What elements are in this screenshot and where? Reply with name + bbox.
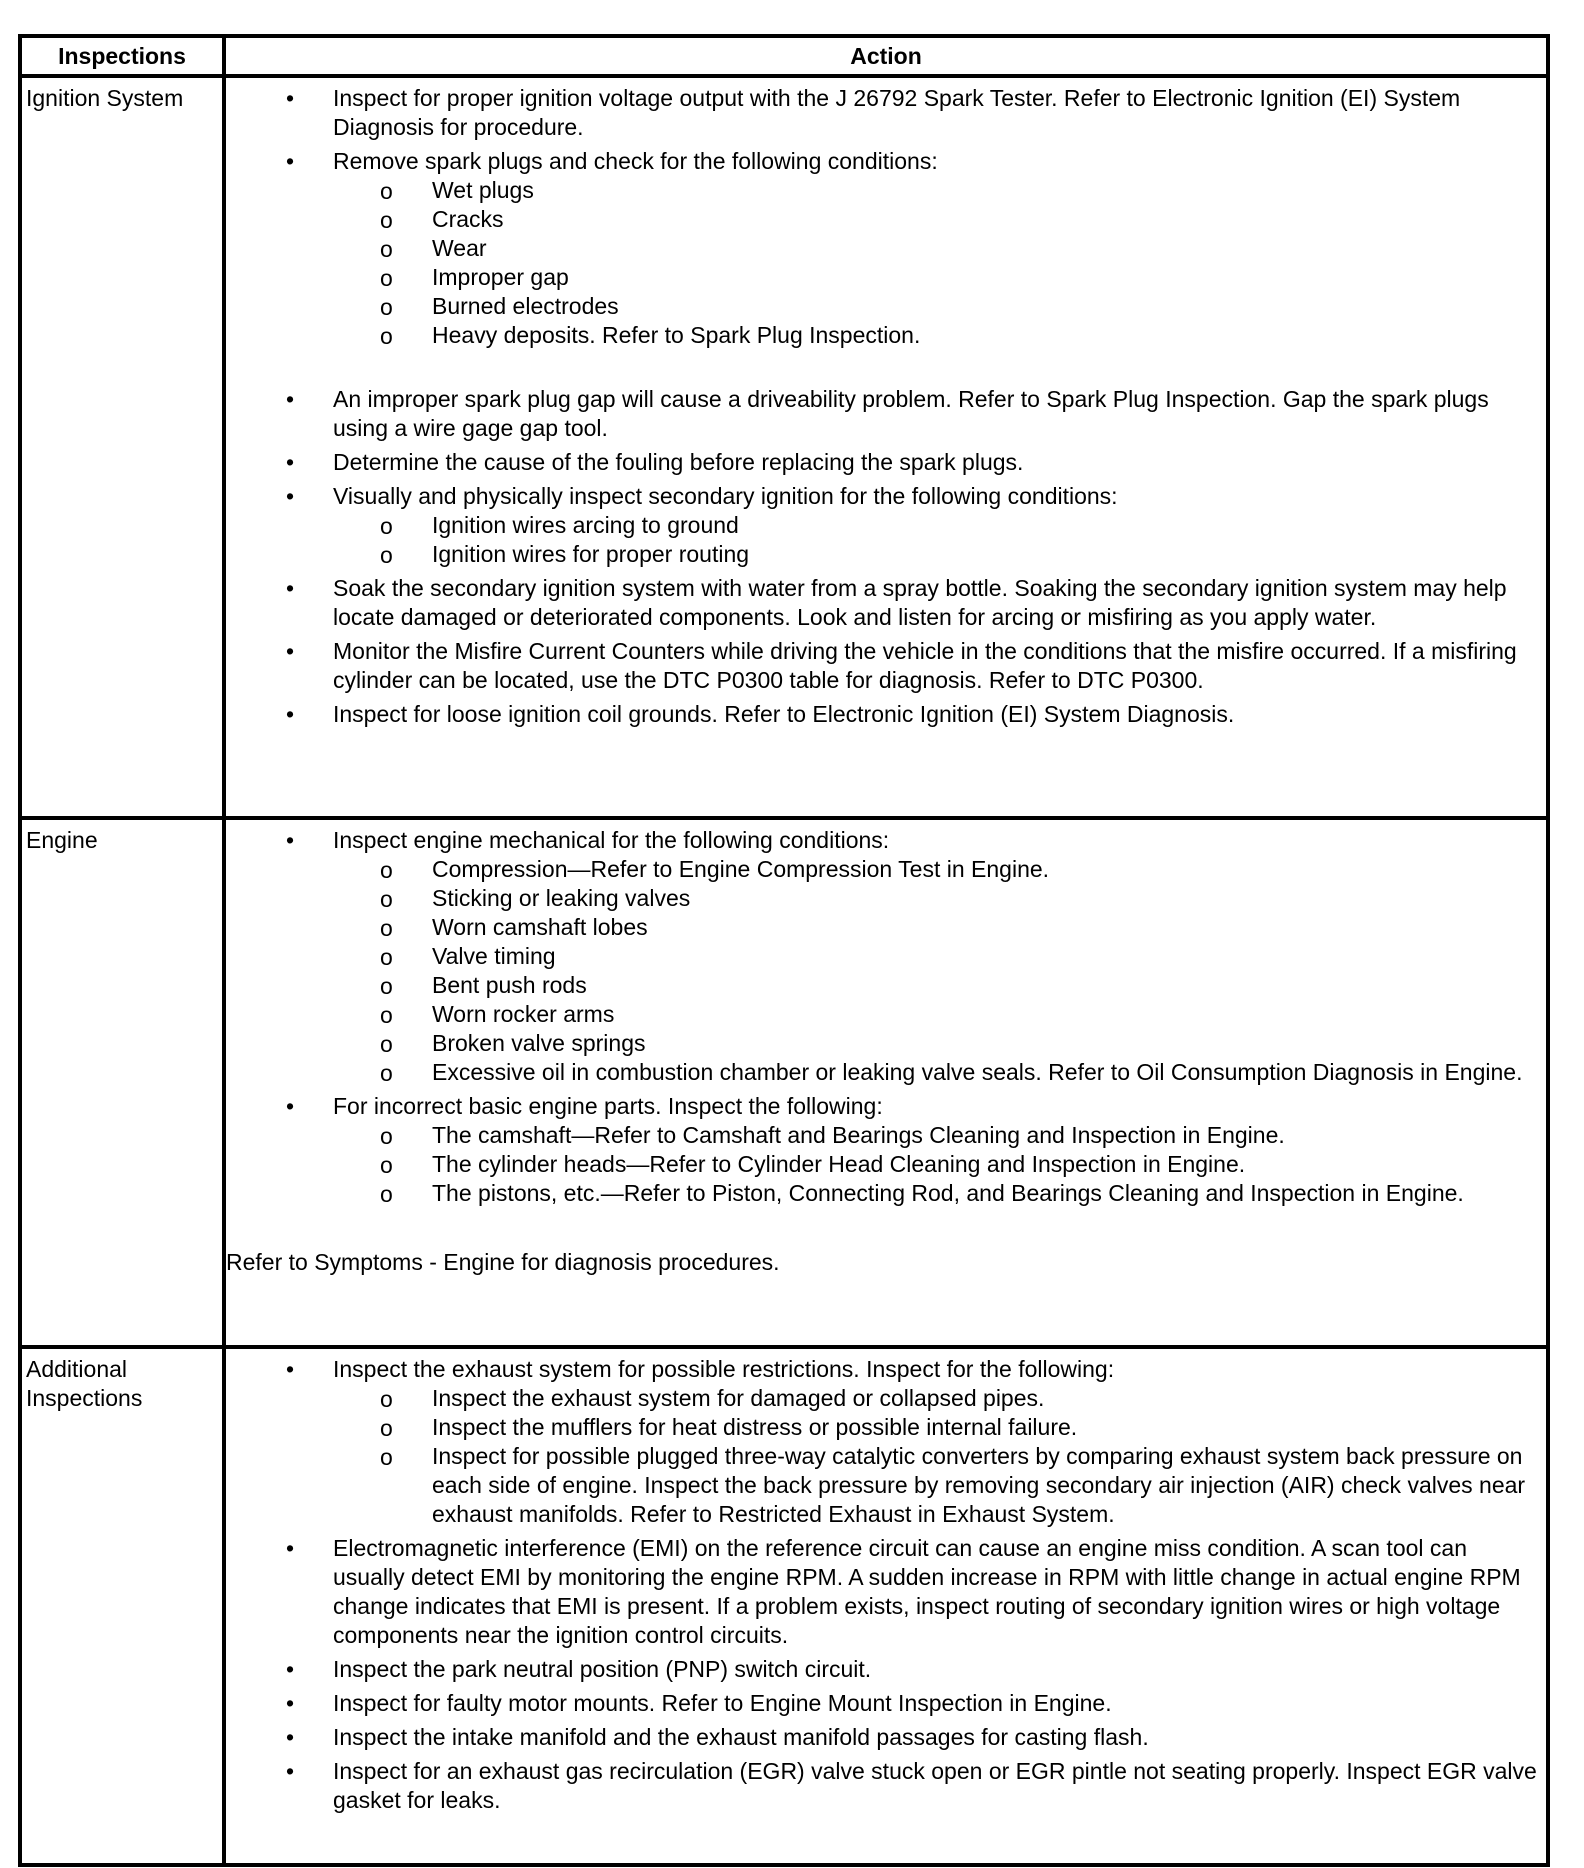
sub-item (331, 855, 1540, 884)
sub-item (331, 234, 1540, 263)
sub-bullet-icon: o (380, 207, 393, 233)
sub-item-text: Bent push rods (432, 972, 587, 998)
sub-item (331, 263, 1540, 292)
spacer (333, 350, 1540, 380)
sub-item-text: Wet plugs (432, 177, 534, 203)
sub-item (331, 1121, 1540, 1150)
action-item-text: Inspect for faulty motor mounts. Refer to Engine Mount Inspection in Engine. (333, 1690, 1112, 1716)
sub-item-text: Inspect for possible plugged three-way catalytic converters by comparing exhaust system back pressure on each side of engine. Inspect the back pressure by removing secondary air injection (AIR) check valves near exhaust manifolds. Refer to Restricted Exhaust in Exhaust System. (432, 1443, 1526, 1527)
bullet-icon: • (286, 701, 295, 727)
sub-item (331, 511, 1540, 540)
table-row-ignition-system (20, 76, 1548, 818)
bullet-icon: • (286, 1093, 295, 1119)
action-item (230, 700, 1540, 729)
sub-bullet-icon: o (380, 542, 393, 568)
sub-bullet-icon: o (380, 1444, 393, 1470)
action-item-text: For incorrect basic engine parts. Inspect the following: (333, 1093, 883, 1119)
sub-item-text: The cylinder heads—Refer to Cylinder Head Cleaning and Inspection in Engine. (432, 1151, 1246, 1177)
action-item (230, 826, 1540, 1087)
sub-item (331, 1384, 1540, 1413)
sub-item-text: Heavy deposits. Refer to Spark Plug Inspection. (432, 322, 921, 348)
action-item (230, 1723, 1540, 1752)
bullet-icon: • (286, 1758, 295, 1784)
sub-bullet-icon: o (380, 513, 393, 539)
sub-list (333, 855, 1540, 1087)
sub-item (331, 1029, 1540, 1058)
sub-bullet-icon: o (380, 265, 393, 291)
sub-bullet-icon: o (380, 915, 393, 941)
action-item (230, 482, 1540, 569)
action-item-text: Inspect the park neutral position (PNP) switch circuit. (333, 1656, 872, 1682)
sub-bullet-icon: o (380, 944, 393, 970)
action-item (230, 1355, 1540, 1529)
bullet-icon: • (286, 1535, 295, 1561)
sub-list (333, 1121, 1540, 1208)
action-item-text: Visually and physically inspect secondary ignition for the following conditions: (333, 483, 1118, 509)
sub-item (331, 292, 1540, 321)
sub-bullet-icon: o (380, 1415, 393, 1441)
sub-bullet-icon: o (380, 236, 393, 262)
action-list (230, 1355, 1540, 1815)
action-item-text: An improper spark plug gap will cause a driveability problem. Refer to Spark Plug Inspection. Gap the spark plugs using a wire gage gap tool. (333, 386, 1489, 441)
sub-list (333, 1384, 1540, 1529)
bullet-icon: • (286, 386, 295, 412)
sub-item-text: Ignition wires arcing to ground (432, 512, 739, 538)
sub-bullet-icon: o (380, 178, 393, 204)
action-item-text: Inspect for loose ignition coil grounds. Refer to Electronic Ignition (EI) System Diagnosis. (333, 701, 1235, 727)
action-item-text: Inspect for an exhaust gas recirculation (EGR) valve stuck open or EGR pintle not seating properly. Inspect EGR valve gasket for leaks. (333, 1758, 1537, 1813)
bullet-icon: • (286, 638, 295, 664)
action-item (230, 1534, 1540, 1650)
sub-bullet-icon: o (380, 323, 393, 349)
sub-bullet-icon: o (380, 1031, 393, 1057)
table-row-additional-inspections (20, 1347, 1548, 1865)
sub-item-text: Compression—Refer to Engine Compression Test in Engine. (432, 856, 1050, 882)
sub-item (331, 1150, 1540, 1179)
sub-item-text: Sticking or leaking valves (432, 885, 691, 911)
action-item-text: Monitor the Misfire Current Counters while driving the vehicle in the conditions that the misfire occurred. If a misfiring cylinder can be located, use the DTC P0300 table for diagnosis. Refer to DTC P0300. (333, 638, 1517, 693)
sub-item (331, 913, 1540, 942)
action-item-text: Inspect for proper ignition voltage output with the J 26792 Spark Tester. Refer to Electronic Ignition (EI) System Diagnosis for procedure. (333, 85, 1461, 140)
sub-item-text: Burned electrodes (432, 293, 619, 319)
sub-item (331, 321, 1540, 350)
sub-item (331, 1179, 1540, 1208)
sub-bullet-icon: o (380, 1181, 393, 1207)
action-item (230, 1655, 1540, 1684)
table-header-row (20, 36, 1548, 76)
sub-item-text: Worn rocker arms (432, 1001, 615, 1027)
action-cell (224, 818, 1548, 1347)
sub-bullet-icon: o (380, 973, 393, 999)
action-item-text: Determine the cause of the fouling before replacing the spark plugs. (333, 449, 1024, 475)
inspection-table (18, 34, 1550, 1867)
sub-item (331, 1058, 1540, 1087)
action-list (230, 84, 1540, 729)
sub-item (331, 176, 1540, 205)
sub-bullet-icon: o (380, 1060, 393, 1086)
action-item-text: Remove spark plugs and check for the following conditions: (333, 148, 938, 174)
action-item (230, 385, 1540, 443)
action-list (230, 826, 1540, 1208)
action-item (230, 84, 1540, 142)
sub-item (331, 884, 1540, 913)
header-inspections: Inspections (20, 36, 224, 76)
sub-item-text: Worn camshaft lobes (432, 914, 648, 940)
inspection-name-cell: Additional Inspections (20, 1347, 224, 1865)
sub-item-text: Excessive oil in combustion chamber or leaking valve seals. Refer to Oil Consumption Diagnosis in Engine. (432, 1059, 1523, 1085)
sub-bullet-icon: o (380, 857, 393, 883)
bullet-icon: • (286, 1656, 295, 1682)
bullet-icon: • (286, 483, 295, 509)
sub-item (331, 1000, 1540, 1029)
action-item (230, 448, 1540, 477)
action-cell (224, 1347, 1548, 1865)
action-item (230, 1689, 1540, 1718)
sub-item (331, 971, 1540, 1000)
sub-item-text: Improper gap (432, 264, 569, 290)
bullet-icon: • (286, 575, 295, 601)
sub-item-text: Ignition wires for proper routing (432, 541, 750, 567)
sub-item-text: The pistons, etc.—Refer to Piston, Connecting Rod, and Bearings Cleaning and Inspection in Engine. (432, 1180, 1464, 1206)
sub-bullet-icon: o (380, 1123, 393, 1149)
sub-item-text: The camshaft—Refer to Camshaft and Bearings Cleaning and Inspection in Engine. (432, 1122, 1285, 1148)
sub-item (331, 1442, 1540, 1529)
inspection-name-cell: Engine (20, 818, 224, 1347)
sub-item-text: Valve timing (432, 943, 556, 969)
table-row-engine (20, 818, 1548, 1347)
sub-item-text: Inspect the exhaust system for damaged or collapsed pipes. (432, 1385, 1045, 1411)
sub-item (331, 540, 1540, 569)
sub-item-text: Cracks (432, 206, 504, 232)
sub-item-text: Inspect the mufflers for heat distress or possible internal failure. (432, 1414, 1078, 1440)
action-item (230, 1757, 1540, 1815)
action-item (230, 1092, 1540, 1208)
sub-list (333, 176, 1540, 350)
bullet-icon: • (286, 148, 295, 174)
sub-item-text: Broken valve springs (432, 1030, 646, 1056)
bullet-icon: • (286, 827, 295, 853)
sub-bullet-icon: o (380, 1002, 393, 1028)
engine-diagnosis-note: Refer to Symptoms - Engine for diagnosis procedures. (226, 1249, 780, 1275)
sub-bullet-icon: o (380, 294, 393, 320)
sub-list (333, 511, 1540, 569)
action-item (230, 637, 1540, 695)
header-action: Action (224, 36, 1548, 76)
action-cell (224, 76, 1548, 818)
sub-item (331, 1413, 1540, 1442)
sub-item (331, 205, 1540, 234)
bullet-icon: • (286, 1356, 295, 1382)
action-item (230, 574, 1540, 632)
sub-item (331, 942, 1540, 971)
action-item-text: Inspect engine mechanical for the following conditions: (333, 827, 890, 853)
bullet-icon: • (286, 1690, 295, 1716)
action-item-text: Soak the secondary ignition system with water from a spray bottle. Soaking the secondary ignition system may help locate damaged or deteriorated components. Look and listen for arcing or misfiring as you apply water. (333, 575, 1507, 630)
sub-bullet-icon: o (380, 1386, 393, 1412)
bullet-icon: • (286, 85, 295, 111)
action-item (230, 147, 1540, 380)
bullet-icon: • (286, 1724, 295, 1750)
bullet-icon: • (286, 449, 295, 475)
action-item-text: Inspect the exhaust system for possible restrictions. Inspect for the following: (333, 1356, 1115, 1382)
sub-bullet-icon: o (380, 886, 393, 912)
sub-bullet-icon: o (380, 1152, 393, 1178)
action-item-text: Electromagnetic interference (EMI) on the reference circuit can cause an engine miss condition. A scan tool can usually detect EMI by monitoring the engine RPM. A sudden increase in RPM with little change in actual engine RPM change indicates that EMI is present. If a problem exists, inspect routing of secondary ignition wires or high voltage components near the ignition control circuits. (333, 1535, 1521, 1648)
inspection-name-cell: Ignition System (20, 76, 224, 818)
sub-item-text: Wear (432, 235, 487, 261)
action-item-text: Inspect the intake manifold and the exhaust manifold passages for casting flash. (333, 1724, 1149, 1750)
